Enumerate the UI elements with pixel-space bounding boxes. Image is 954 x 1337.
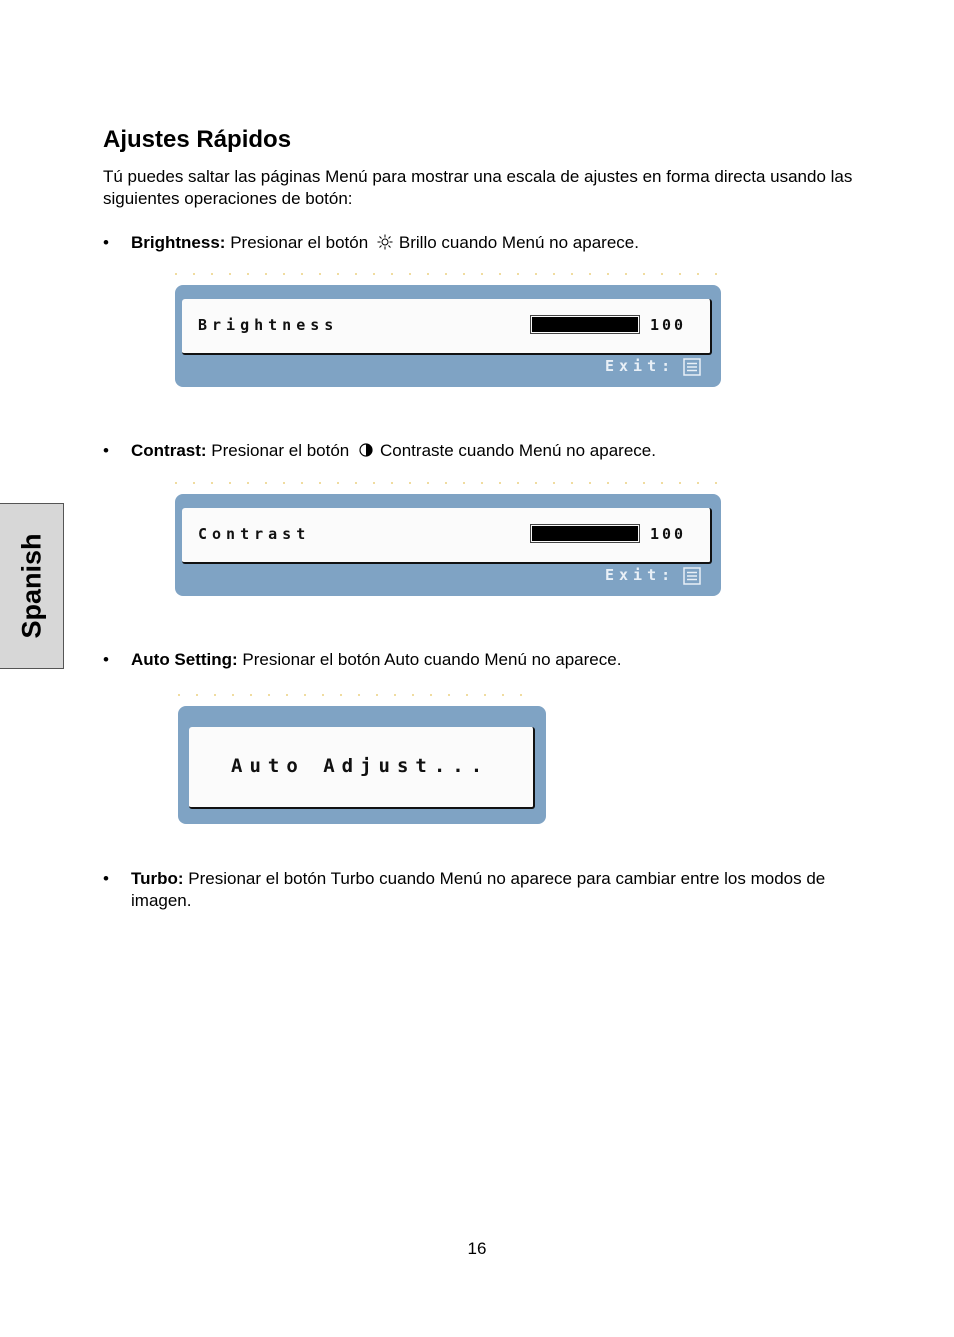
sun-icon <box>377 234 393 250</box>
osd-label: Contrast <box>198 525 311 543</box>
osd-exit-label: Exit: <box>605 357 676 375</box>
osd-panel <box>189 727 535 809</box>
page-number: 16 <box>467 1239 487 1258</box>
osd-contrast-dialog <box>175 494 721 596</box>
brightness-level-bar <box>532 317 638 332</box>
bullet-dot: • <box>103 233 109 252</box>
half-circle-contrast-icon <box>358 442 374 458</box>
intro-paragraph: Tú puedes saltar las páginas Menú para mostrar una escala de ajustes en forma directa usando las siguientes operaciones de botón: <box>103 167 853 208</box>
bullet-term: Contrast: <box>131 441 207 460</box>
bullet-text-after: Brillo cuando Menú no aparece. <box>398 233 639 252</box>
osd-label: Auto Adjust... <box>231 755 490 777</box>
bullet-term: Auto Setting: <box>131 650 238 669</box>
bullet-turbo <box>103 868 833 912</box>
page-title: Ajustes Rápidos <box>103 126 292 153</box>
bullet-text: Presionar el botón <box>225 233 369 252</box>
osd-value: 100 <box>650 525 687 543</box>
decorative-dots <box>167 273 721 275</box>
menu-lines-icon <box>683 567 701 585</box>
osd-value: 100 <box>650 316 687 334</box>
bullet-dot: • <box>103 869 109 888</box>
decorative-dots <box>170 694 526 696</box>
osd-panel <box>182 508 712 564</box>
bullet-term: Turbo: <box>131 869 184 888</box>
language-side-tab <box>0 503 64 669</box>
osd-panel <box>182 299 712 355</box>
osd-brightness-dialog <box>175 285 721 387</box>
osd-label: Brightness <box>198 316 339 334</box>
bullet-term: Brightness: <box>131 233 226 252</box>
bullet-text: Presionar el botón <box>206 441 350 460</box>
osd-exit-label: Exit: <box>605 566 676 584</box>
menu-lines-icon <box>683 358 701 376</box>
osd-auto-adjust-dialog <box>178 706 546 824</box>
bullet-dot: • <box>103 441 109 460</box>
bullet-text-after: Contraste cuando Menú no aparece. <box>380 441 656 460</box>
side-tab-label: Spanish <box>16 533 46 639</box>
bullet-dot: • <box>103 650 109 669</box>
bullet-text: Presionar el botón Auto cuando Menú no aparece. <box>237 650 622 669</box>
contrast-level-bar <box>532 526 638 541</box>
bullet-text: Presionar el botón Turbo cuando Menú no aparece para cambiar entre los modos de imagen. <box>131 869 826 910</box>
decorative-dots <box>167 482 721 484</box>
